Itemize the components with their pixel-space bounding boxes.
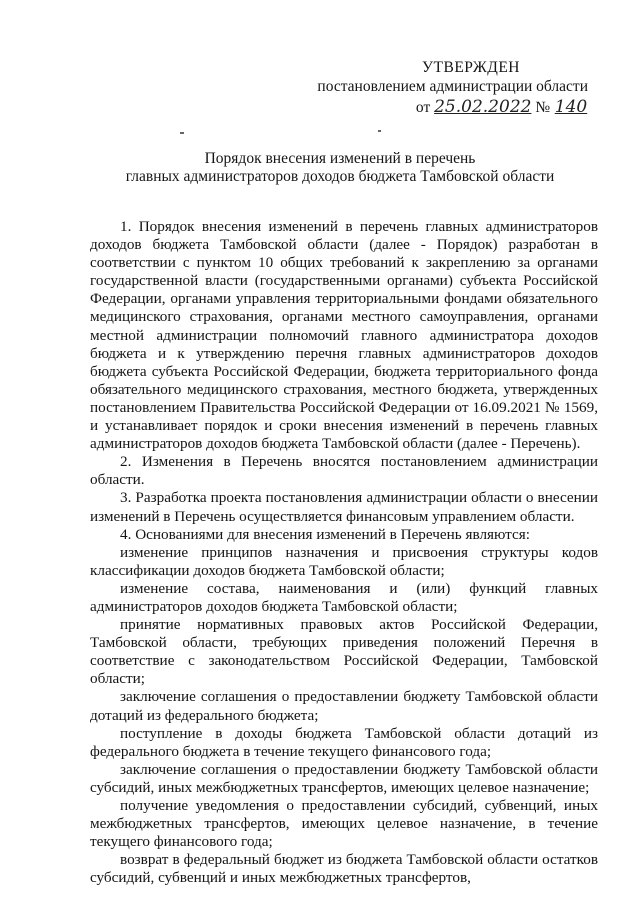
approval-date-prefix: от	[415, 99, 431, 116]
paragraph: 4. Основаниями для внесения изменений в Перечень являются:	[120, 525, 530, 543]
document-title	[90, 150, 590, 186]
document-body	[90, 218, 598, 887]
paragraph: принятие нормативных правовых актов Российской Федерации, Тамбовской области, требующих приведения положений Перечня в соответствие с законодательством Российской Федерации, Тамбовской области;	[90, 616, 598, 688]
approval-by: постановлением администрации области	[317, 78, 588, 95]
document-title-line-2: главных администраторов доходов бюджета Тамбовской области	[125, 168, 555, 185]
approval-number-sign: №	[535, 99, 551, 116]
approval-date-handwritten: 25.02.2022	[434, 97, 532, 117]
paragraph: 1. Порядок внесения изменений в перечень главных администраторов доходов бюджета Тамбовской области (далее - Порядок) разработан в соответствии с пунктом 10 общих требований к закреплению за органами государственной власти (государственными органами) субъекта Российской Федерации, органами управления территориальными фондами обязательного медицинского страхования, органами местного самоуправления, органами местной администрации полномочий главного администратора доходов бюджета и к утверждению перечня главных администраторов доходов бюджета субъекта Российской Федерации, бюджета территориального фонда обязательного медицинского страхования, местного бюджета, утвержденных постановлением Правительства Российской Федерации от 16.09.2021 № 1569, и устанавливает порядок и сроки внесения изменений в перечень главных администраторов доходов бюджета Тамбовской области (далее - Перечень).	[90, 218, 598, 453]
paragraph: заключение соглашения о предоставлении бюджету Тамбовской области субсидий, иных межбюджетных трансфертов, имеющих целевое назначение;	[90, 760, 598, 796]
paragraph: 3. Разработка проекта постановления администрации области о внесении изменений в Перечень осуществляется финансовым управлением области.	[90, 489, 598, 525]
approval-date-line	[317, 98, 588, 117]
paragraph: получение уведомления о предоставлении субсидий, субвенций, иных межбюджетных трансфертов, имеющих целевое назначение, в течение текущего финансового года;	[90, 797, 598, 851]
approval-stamp	[317, 58, 588, 117]
paragraph: поступление в доходы бюджета Тамбовской области дотаций из федерального бюджета в течение текущего финансового года;	[90, 724, 598, 760]
scan-speck	[378, 130, 381, 132]
approval-number-handwritten: 140	[554, 97, 588, 117]
paragraph: 2. Изменения в Перечень вносятся постановлением администрации области.	[90, 453, 598, 489]
scan-speck	[180, 132, 184, 134]
approval-title: УТВЕРЖДЕН	[422, 59, 520, 76]
paragraph: заключение соглашения о предоставлении бюджету Тамбовской области дотаций из федерального бюджета;	[90, 688, 598, 724]
paragraph: возврат в федеральный бюджет из бюджета Тамбовской области остатков субсидий, субвенций и иных межбюджетных трансфертов,	[90, 851, 598, 887]
paragraph: изменение принципов назначения и присвоения структуры кодов классификации доходов бюджета Тамбовской области;	[90, 543, 598, 579]
paragraph: изменение состава, наименования и (или) функций главных администраторов доходов бюджета Тамбовской области;	[90, 579, 598, 615]
document-title-line-1: Порядок внесения изменений в перечень	[204, 150, 476, 167]
